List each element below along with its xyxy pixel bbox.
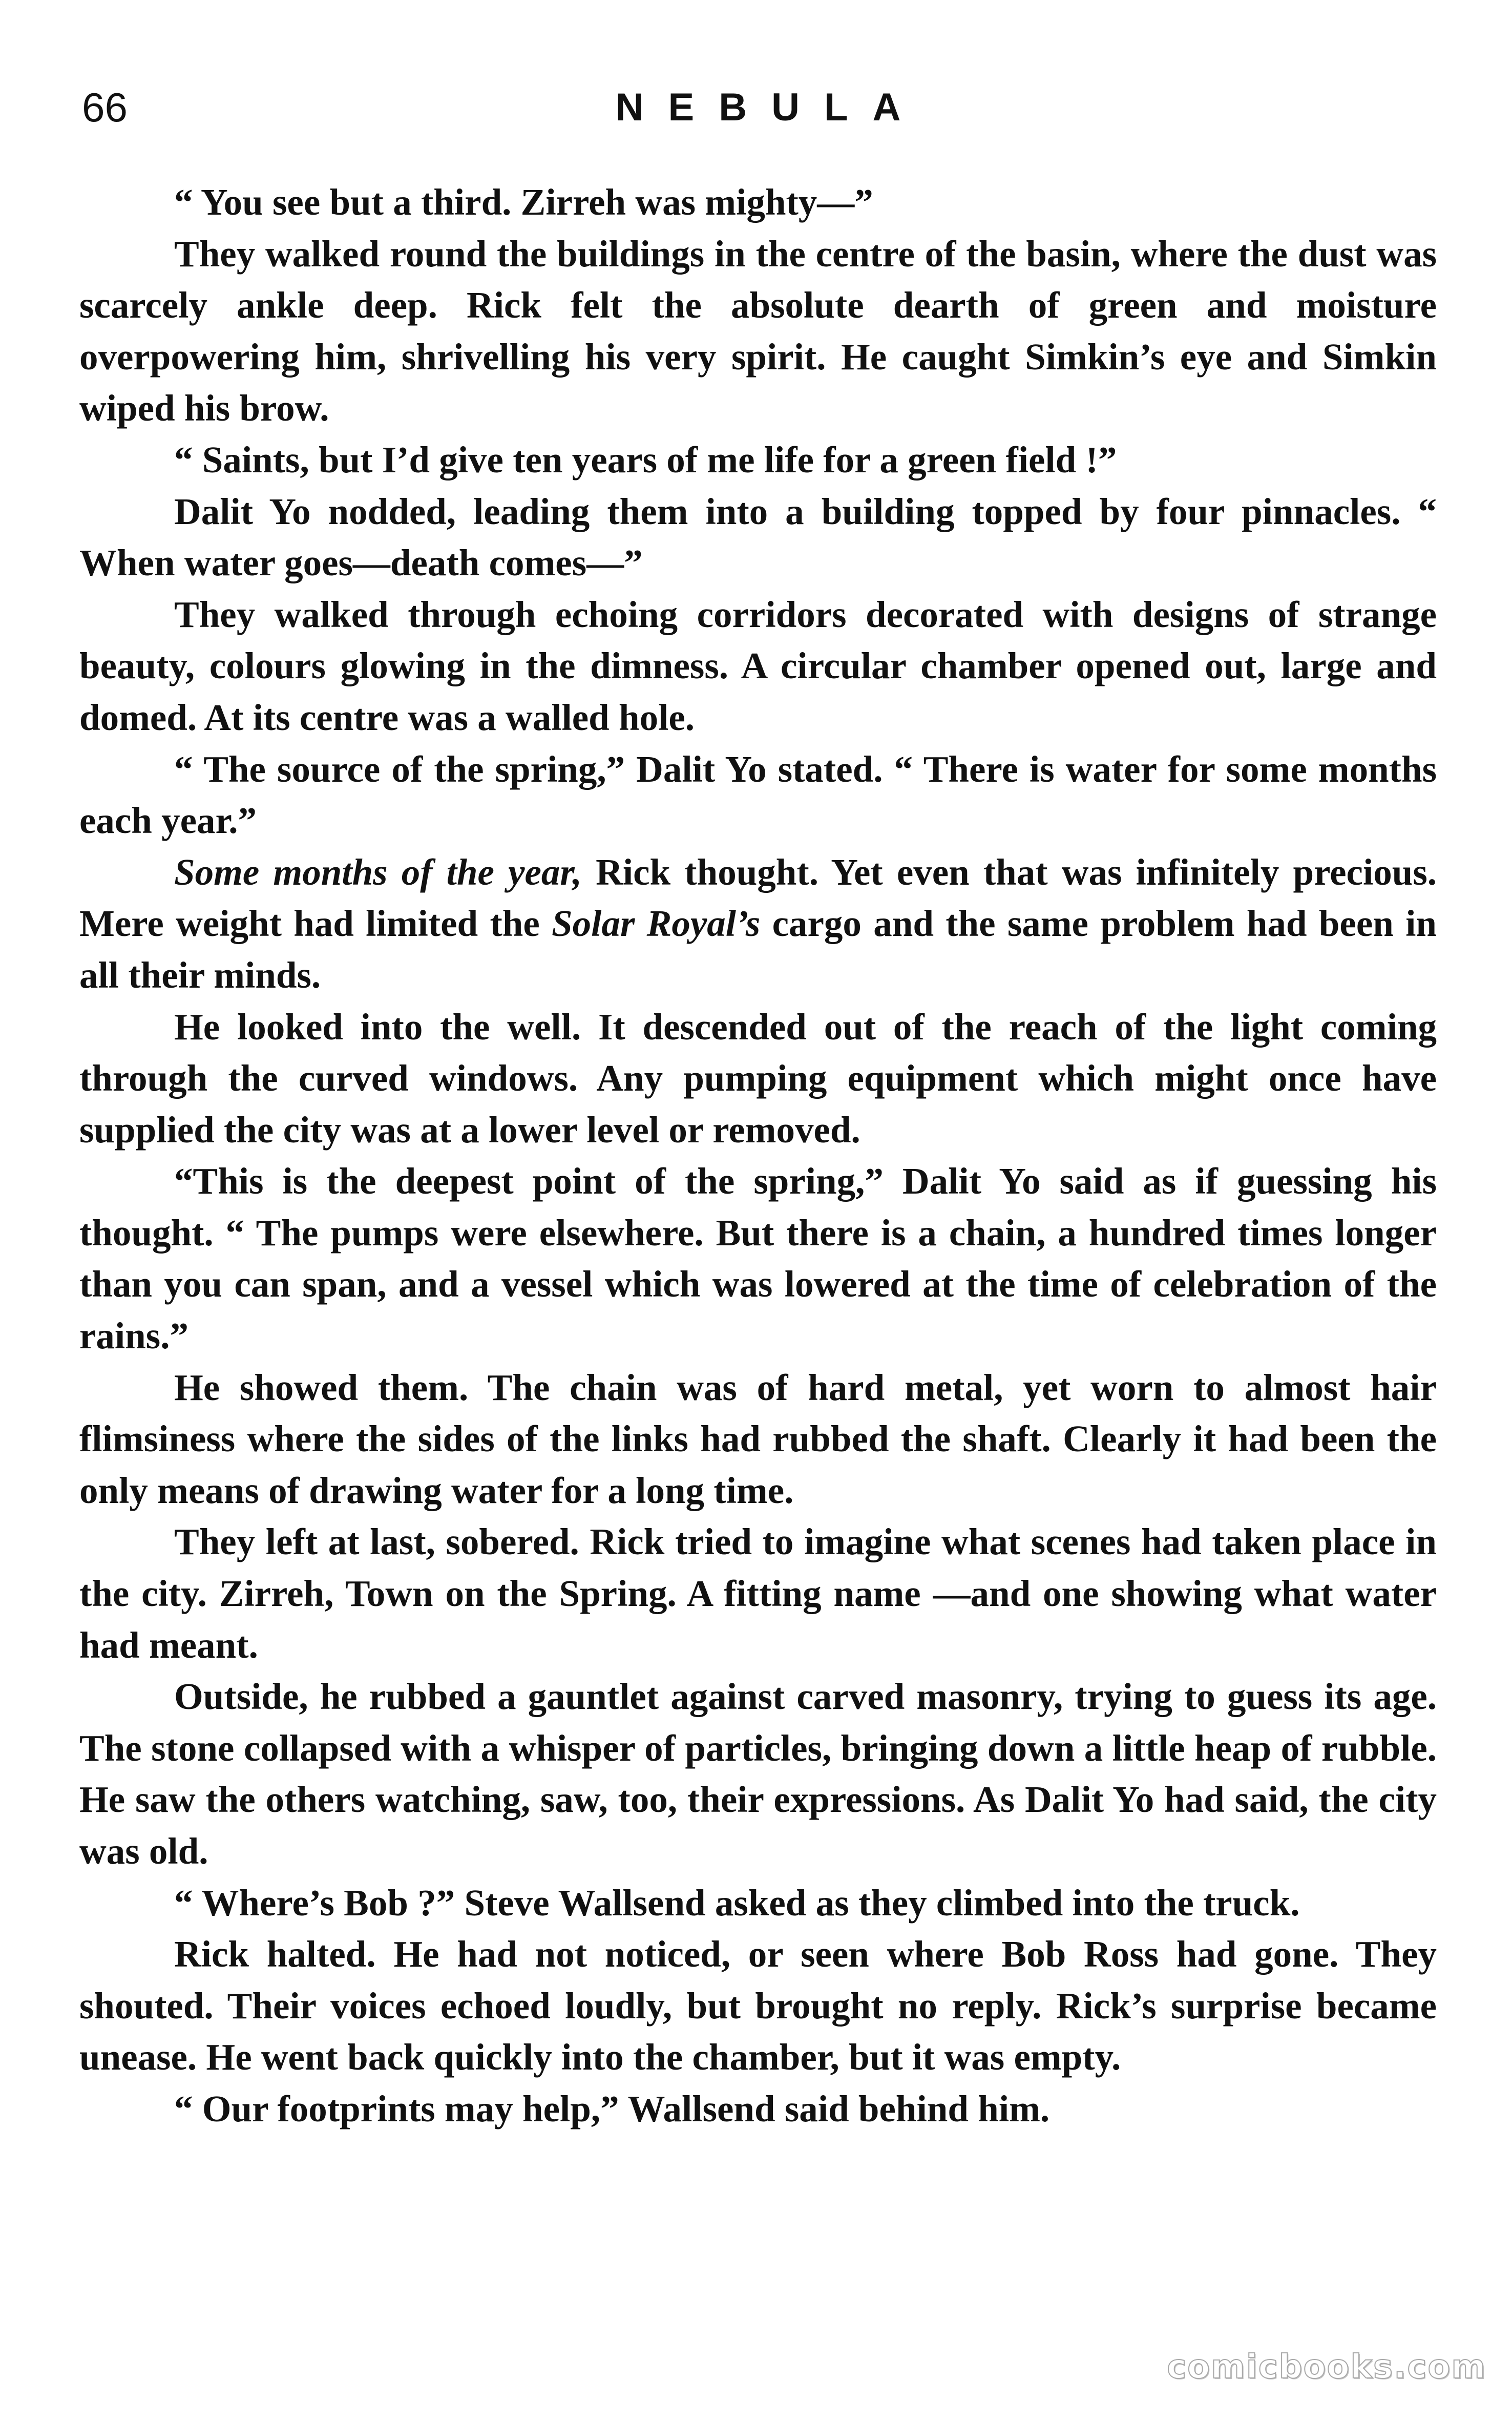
italic-text: Some months of the year, [174, 851, 582, 893]
paragraph [79, 847, 1437, 1001]
paragraph [79, 1877, 1437, 1929]
paragraph-text: They walked round the buildings in the centre of the basin, where the dust was scarcely ankle deep. Rick felt the absolute dearth of green and moisture overpowering him, shrivelling his very spirit. He caught Simkin’s eye and Simkin wiped his brow. [79, 233, 1437, 429]
paragraph [79, 228, 1437, 434]
paragraph-text: “This is the deepest point of the spring,” Dalit Yo said as if guessing his thought. “ The pumps were elsewhere. But there is a chain, a hundred times longer than you can span, and a vessel which was lowered at the time of celebration of the rains.” [79, 1160, 1437, 1357]
paragraph-text: “ The source of the spring,” Dalit Yo stated. “ There is water for some months each year.” [79, 748, 1437, 842]
paragraph [79, 744, 1437, 847]
paragraph-text: “ Our footprints may help,” Wallsend said behind him. [174, 2087, 1050, 2129]
page-header [82, 82, 1434, 149]
watermark: comicbooks.com [1167, 2348, 1486, 2386]
paragraph [79, 589, 1437, 744]
paragraph [79, 1156, 1437, 1362]
paragraph [79, 1362, 1437, 1517]
paragraph-text: He looked into the well. It descended out of the reach of the light coming through the curved windows. Any pumping equipment which might once have supplied the city was at a lower level or removed. [79, 1006, 1437, 1151]
paragraph [79, 486, 1437, 589]
page-number: 66 [82, 85, 128, 130]
paragraph [79, 1929, 1437, 2083]
paragraph [79, 2083, 1437, 2135]
paragraph-text: “ Where’s Bob ?” Steve Wallsend asked as they climbed into the truck. [174, 1882, 1300, 1924]
paragraph-text: Rick thought. Yet even that was infinitely precious. Mere weight had limited the [79, 851, 1437, 945]
paragraph [79, 434, 1437, 486]
paragraph [79, 1516, 1437, 1671]
paragraph-text: Rick halted. He had not noticed, or seen where Bob Ross had gone. They shouted. Their voices echoed loudly, but brought no reply. Rick’s surprise became unease. He went back quickly into the chamber, but it was empty. [79, 1933, 1437, 2078]
paragraph-text: “ Saints, but I’d give ten years of me life for a green field !” [174, 439, 1117, 481]
paragraph-text: Dalit Yo nodded, leading them into a building topped by four pinnacles. “ When water goes—death comes—” [79, 490, 1437, 584]
paragraph-text: “ You see but a third. Zirreh was mighty—” [174, 181, 873, 223]
paragraph-text: They walked through echoing corridors decorated with designs of strange beauty, colours glowing in the dimness. A circular chamber opened out, large and domed. At its centre was a walled hole. [79, 593, 1437, 738]
paragraph-text: He showed them. The chain was of hard metal, yet worn to almost hair flimsiness where the sides of the links had rubbed the shaft. Clearly it had been the only means of drawing water for a long time. [79, 1366, 1437, 1511]
italic-text: Solar Royal’s [552, 903, 761, 945]
paragraph-text: cargo and the same problem had been in all their minds. [79, 903, 1437, 996]
paragraph [79, 1671, 1437, 1877]
paragraph-text: Outside, he rubbed a gauntlet against carved masonry, trying to guess its age. The stone collapsed with a whisper of particles, bringing down a little heap of rubble. He saw the others watching, saw, too, their expressions. As Dalit Yo had said, the city was old. [79, 1676, 1437, 1872]
body-text [79, 177, 1437, 2135]
paragraph-text: They left at last, sobered. Rick tried to imagine what scenes had taken place in the city. Zirreh, Town on the Spring. A fitting name —and one showing what water had meant. [79, 1521, 1437, 1666]
paragraph [79, 1001, 1437, 1156]
running-title: NEBULA [615, 86, 926, 129]
paragraph [79, 177, 1437, 228]
